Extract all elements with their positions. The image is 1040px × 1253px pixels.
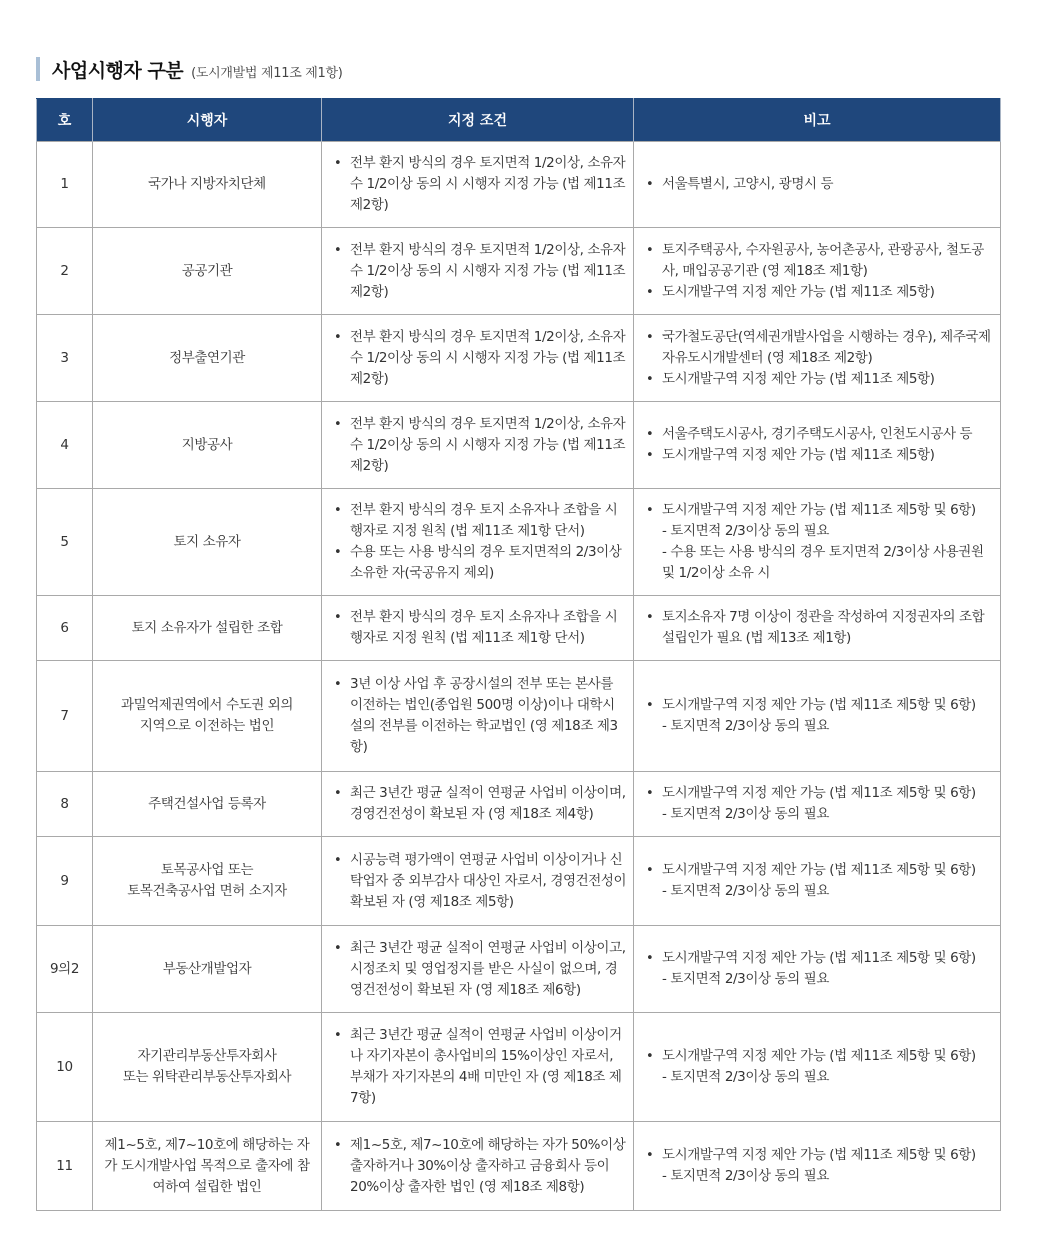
note-cell xyxy=(634,772,1001,837)
bullet-item xyxy=(332,938,627,1001)
bullet-list xyxy=(644,695,994,737)
bullet-list xyxy=(644,1145,994,1187)
implementer-name xyxy=(93,1122,322,1211)
bullet-list xyxy=(332,153,627,216)
bullet-list xyxy=(644,948,994,990)
bullet-list xyxy=(332,327,627,390)
table-row xyxy=(37,772,1001,837)
sub-note: - 토지면적 2/3이상 동의 필요 xyxy=(662,718,829,734)
condition-cell xyxy=(322,315,634,402)
implementer-name xyxy=(93,837,322,926)
bullet-text: 시공능력 평가액이 연평균 사업비 이상이거나 신탁업자 중 외부감사 대상인 자로서, 경영건전성이 확보된 자 (영 제18조 제5항) xyxy=(350,851,627,910)
implementer-name-line: 토목공사업 또는 xyxy=(160,862,254,878)
row-number: 10 xyxy=(37,1013,93,1122)
row-number: 1 xyxy=(37,142,93,228)
implementer-name-line: 국가나 지방자치단체 xyxy=(148,176,266,192)
header-implementer: 시행자 xyxy=(93,99,322,142)
implementer-name-line: 토목건축공사업 면허 소지자 xyxy=(127,883,287,899)
note-cell xyxy=(634,837,1001,926)
sub-note: - 토지면적 2/3이상 동의 필요 xyxy=(662,1168,829,1184)
section-header xyxy=(36,56,343,82)
condition-cell xyxy=(322,1122,634,1211)
bullet-item xyxy=(332,327,627,390)
bullet-text: 도시개발구역 지정 제안 가능 (법 제11조 제5항 및 6항) xyxy=(662,1147,976,1163)
bullet-item xyxy=(644,174,994,195)
bullet-list xyxy=(332,938,627,1001)
table-row xyxy=(37,596,1001,661)
bullet-list xyxy=(332,850,627,913)
bullet-text: 도시개발구역 지정 제안 가능 (법 제11조 제5항 및 6항) xyxy=(662,1048,976,1064)
bullet-text: 수용 또는 사용 방식의 경우 토지면적의 2/3이상 소유한 자(국공유지 제외) xyxy=(350,544,622,581)
table-row xyxy=(37,142,1001,228)
row-number: 11 xyxy=(37,1122,93,1211)
implementer-name xyxy=(93,926,322,1013)
implementer-name-line: 부동산개발업자 xyxy=(162,960,252,977)
bullet-text: 최근 3년간 평균 실적이 연평균 사업비 이상이거나 자기자본이 총사업비의 15%이상인 자로서, 부채가 자기자본의 4배 미만인 자 (영 제18조 제7항) xyxy=(350,1027,622,1106)
bullet-text: 토지주택공사, 수자원공사, 농어촌공사, 관광공사, 철도공사, 매입공공기관 (영 제18조 제1항) xyxy=(662,241,984,279)
implementer-name-line: 지방공사 xyxy=(181,436,233,453)
bullet-item xyxy=(332,500,627,542)
table-row xyxy=(37,661,1001,772)
bullet-text: 도시개발구역 지정 제안 가능 (법 제11조 제5항 및 6항) xyxy=(662,502,976,518)
table-row xyxy=(37,926,1001,1013)
bullet-item xyxy=(644,695,994,737)
bullet-text: 서울특별시, 고양시, 광명시 등 xyxy=(662,176,834,192)
implementer-name-line: 제1~5호, 제7~10호에 해당하는 자가 도시개발사업 목적으로 출자에 참여하여 설립한 법인 xyxy=(104,1136,310,1195)
bullet-item xyxy=(644,369,994,390)
condition-cell xyxy=(322,402,634,489)
bullet-item xyxy=(644,783,994,825)
bullet-text: 전부 환지 방식의 경우 토지면적 1/2이상, 소유자수 1/2이상 동의 시 시행자 지정 가능 (법 제11조 제2항) xyxy=(350,155,626,213)
bullet-text: 최근 3년간 평균 실적이 연평균 사업비 이상이며, 경영건전성이 확보된 자 (영 제18조 제4항) xyxy=(350,785,626,822)
bullet-list xyxy=(332,1025,627,1109)
row-number: 8 xyxy=(37,772,93,837)
table-row xyxy=(37,315,1001,402)
bullet-text: 국가철도공단(역세권개발사업을 시행하는 경우), 제주국제자유도시개발센터 (영 제18조 제2항) xyxy=(662,328,991,366)
note-cell xyxy=(634,315,1001,402)
implementer-name-line: 지역으로 이전하는 법인 xyxy=(139,718,275,734)
table-row xyxy=(37,402,1001,489)
implementer-name-line: 또는 위탁관리부동산투자회사 xyxy=(122,1069,292,1085)
bullet-list xyxy=(644,783,994,825)
bullet-list xyxy=(644,327,994,390)
implementer-name-line: 주택건설사업 등록자 xyxy=(148,795,266,812)
condition-cell xyxy=(322,661,634,772)
bullet-text: 전부 환지 방식의 경우 토지면적 1/2이상, 소유자수 1/2이상 동의 시 시행자 지정 가능 (법 제11조 제2항) xyxy=(350,415,626,474)
bullet-text: 최근 3년간 평균 실적이 연평균 사업비 이상이고, 시정조치 및 영업정지를 받은 사실이 없으며, 경영건전성이 확보된 자 (영 제18조 제6항) xyxy=(350,939,626,998)
row-number: 3 xyxy=(37,315,93,402)
bullet-list xyxy=(644,174,994,195)
bullet-list xyxy=(332,414,627,477)
sub-note: - 토지면적 2/3이상 동의 필요 xyxy=(662,883,829,899)
row-number: 6 xyxy=(37,596,93,661)
note-cell xyxy=(634,926,1001,1013)
bullet-item xyxy=(644,445,994,466)
bullet-text: 도시개발구역 지정 제안 가능 (법 제11조 제5항 및 6항) xyxy=(662,950,976,966)
sub-note: - 수용 또는 사용 방식의 경우 토지면적 2/3이상 사용권원 및 1/2이상 소유 시 xyxy=(662,544,984,581)
implementer-name-line: 과밀억제권역에서 수도권 외의 xyxy=(120,697,294,713)
sub-note: - 토지면적 2/3이상 동의 필요 xyxy=(662,1069,829,1085)
header-note: 비고 xyxy=(634,99,1001,142)
bullet-list xyxy=(644,1046,994,1088)
bullet-text: 서울주택도시공사, 경기주택도시공사, 인천도시공사 등 xyxy=(662,426,973,442)
bullet-list xyxy=(332,674,627,758)
bullet-text: 도시개발구역 지정 제안 가능 (법 제11조 제5항 및 6항) xyxy=(662,697,976,713)
bullet-item xyxy=(644,282,994,303)
note-cell xyxy=(634,661,1001,772)
bullet-item xyxy=(332,1135,627,1198)
note-cell xyxy=(634,142,1001,228)
row-number: 4 xyxy=(37,402,93,489)
sub-note: - 토지면적 2/3이상 동의 필요 xyxy=(662,806,829,822)
implementer-name-line: 공공기관 xyxy=(181,262,233,279)
bullet-item xyxy=(332,783,627,825)
bullet-item xyxy=(332,153,627,216)
title-accent-bar xyxy=(36,57,40,81)
bullet-list xyxy=(332,783,627,825)
bullet-list xyxy=(332,240,627,303)
condition-cell xyxy=(322,596,634,661)
note-cell xyxy=(634,1013,1001,1122)
header-no: 호 xyxy=(37,99,93,142)
note-cell xyxy=(634,402,1001,489)
implementer-name-line: 정부출연기관 xyxy=(169,349,245,366)
bullet-text: 토지소유자 7명 이상이 정관을 작성하여 지정권자의 조합설립인가 필요 (법 제13조 제1항) xyxy=(662,609,985,646)
bullet-text: 전부 환지 방식의 경우 토지면적 1/2이상, 소유자수 1/2이상 동의 시 시행자 지정 가능 (법 제11조 제2항) xyxy=(350,328,626,387)
condition-cell xyxy=(322,489,634,596)
bullet-text: 도시개발구역 지정 제안 가능 (법 제11조 제5항) xyxy=(662,447,935,463)
implementer-name-line: 토지 소유자 xyxy=(173,533,241,550)
implementer-name xyxy=(93,228,322,315)
condition-cell xyxy=(322,228,634,315)
bullet-item xyxy=(644,424,994,445)
bullet-item xyxy=(332,240,627,303)
condition-cell xyxy=(322,837,634,926)
implementer-name xyxy=(93,402,322,489)
row-number: 9 xyxy=(37,837,93,926)
sub-note: - 토지면적 2/3이상 동의 필요 xyxy=(662,971,829,987)
row-number: 5 xyxy=(37,489,93,596)
bullet-text: 도시개발구역 지정 제안 가능 (법 제11조 제5항 및 6항) xyxy=(662,785,976,801)
table-header-row xyxy=(37,99,1001,142)
table-row xyxy=(37,228,1001,315)
table-row xyxy=(37,837,1001,926)
sub-note: - 토지면적 2/3이상 동의 필요 xyxy=(662,523,829,539)
bullet-item xyxy=(332,607,627,649)
page-subtitle: (도시개발법 제11조 제1항) xyxy=(191,65,343,81)
bullet-item xyxy=(332,674,627,758)
bullet-item xyxy=(644,948,994,990)
bullet-text: 전부 환지 방식의 경우 토지 소유자나 조합을 시행자로 지정 원칙 (법 제11조 제1항 단서) xyxy=(350,609,618,646)
row-number: 7 xyxy=(37,661,93,772)
bullet-list xyxy=(644,500,994,584)
bullet-item xyxy=(644,1046,994,1088)
condition-cell xyxy=(322,142,634,228)
bullet-list xyxy=(644,860,994,902)
bullet-text: 도시개발구역 지정 제안 가능 (법 제11조 제5항 및 6항) xyxy=(662,862,976,878)
bullet-item xyxy=(332,542,627,584)
bullet-list xyxy=(332,500,627,584)
bullet-item xyxy=(644,240,994,282)
implementer-name xyxy=(93,661,322,772)
bullet-text: 도시개발구역 지정 제안 가능 (법 제11조 제5항) xyxy=(662,283,935,300)
bullet-item xyxy=(644,860,994,902)
bullet-text: 3년 이상 사업 후 공장시설의 전부 또는 본사를 이전하는 법인(종업원 500명 이상)이나 대학시설의 전부를 이전하는 학교법인 (영 제18조 제3항) xyxy=(350,676,618,755)
bullet-item xyxy=(644,607,994,649)
implementer-name-line: 토지 소유자가 설립한 조합 xyxy=(131,619,283,636)
implementer-name xyxy=(93,315,322,402)
bullet-list xyxy=(332,607,627,649)
note-cell xyxy=(634,489,1001,596)
condition-cell xyxy=(322,772,634,837)
implementer-name xyxy=(93,596,322,661)
bullet-item xyxy=(644,1145,994,1187)
bullet-text: 전부 환지 방식의 경우 토지면적 1/2이상, 소유자수 1/2이상 동의 시 시행자 지정 가능 (법 제11조 제2항) xyxy=(350,241,626,300)
note-cell xyxy=(634,228,1001,315)
implementer-name xyxy=(93,142,322,228)
implementer-name-line: 자기관리부동산투자회사 xyxy=(137,1048,277,1064)
bullet-text: 제1~5호, 제7~10호에 해당하는 자가 50%이상 출자하거나 30%이상 출자하고 금융회사 등이 20%이상 출자한 법인 (영 제18조 제8항) xyxy=(350,1136,626,1195)
condition-cell xyxy=(322,1013,634,1122)
bullet-item xyxy=(644,327,994,369)
bullet-list xyxy=(332,1135,627,1198)
table-row xyxy=(37,489,1001,596)
note-cell xyxy=(634,596,1001,661)
implementer-table xyxy=(36,98,1001,1211)
bullet-text: 전부 환지 방식의 경우 토지 소유자나 조합을 시행자로 지정 원칙 (법 제11조 제1항 단서) xyxy=(350,502,618,539)
condition-cell xyxy=(322,926,634,1013)
page-title: 사업시행자 구분 xyxy=(52,59,184,82)
bullet-item xyxy=(332,850,627,913)
bullet-list xyxy=(644,607,994,649)
row-number: 2 xyxy=(37,228,93,315)
table-row xyxy=(37,1013,1001,1122)
note-cell xyxy=(634,1122,1001,1211)
implementer-name xyxy=(93,772,322,837)
implementer-name xyxy=(93,489,322,596)
bullet-list xyxy=(644,424,994,466)
bullet-text: 도시개발구역 지정 제안 가능 (법 제11조 제5항) xyxy=(662,370,935,387)
bullet-item xyxy=(332,1025,627,1109)
bullet-list xyxy=(644,240,994,303)
row-number: 9의2 xyxy=(37,926,93,1013)
implementer-name xyxy=(93,1013,322,1122)
header-condition: 지정 조건 xyxy=(322,99,634,142)
bullet-item xyxy=(332,414,627,477)
table-row xyxy=(37,1122,1001,1211)
bullet-item xyxy=(644,500,994,584)
